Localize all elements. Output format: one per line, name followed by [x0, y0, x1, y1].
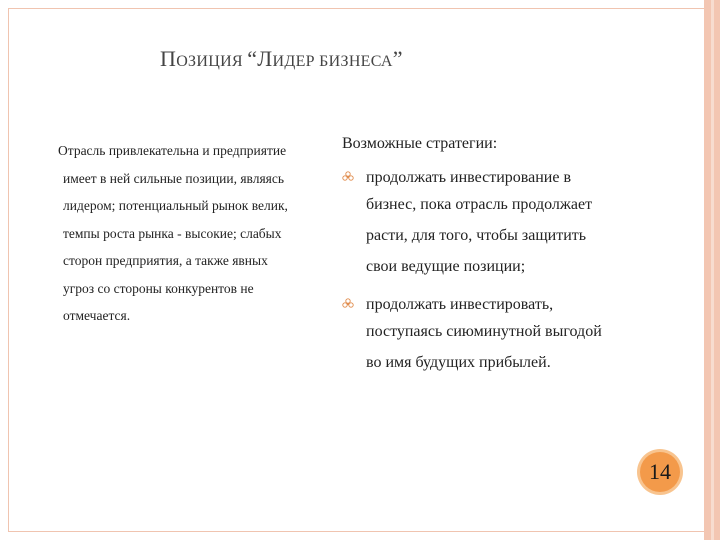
left-text-line: отмечается. [63, 308, 131, 323]
title-initial: П [160, 46, 177, 71]
bullet-line: продолжать инвестировать, [366, 296, 554, 313]
left-text-line: имеет в ней сильные позиции, являясь [63, 170, 285, 186]
title-quote-close: ” [392, 46, 403, 71]
left-text-line: Отрасль привлекательна и предприятие [58, 143, 287, 158]
bullet-line: поступаясь сиюминутной выгодой [366, 323, 602, 340]
bullet-item [342, 294, 642, 378]
strategies-heading: Возможные стратегии: [342, 135, 498, 152]
title-part-2: ИДЕР БИЗНЕСА [272, 53, 393, 70]
bullet-line: расти, для того, чтобы защитить [366, 227, 587, 244]
page-number-badge [640, 452, 680, 492]
bullet-line: продолжать инвестирование в [366, 169, 572, 186]
bullet-line: свои ведущие позиции; [366, 258, 526, 275]
slide-title [160, 46, 403, 72]
accent-bar [704, 0, 720, 540]
accent-bar-stripe [711, 0, 714, 540]
left-text-line: лидером; потенциальный рынок велик, [63, 198, 288, 213]
left-text-line: угроз со стороны конкурентов не [63, 280, 254, 296]
right-text-block [342, 135, 642, 390]
left-text-block [58, 137, 328, 330]
bullet-item [342, 167, 642, 282]
bullet-line: бизнес, пока отрасль продолжает [366, 196, 593, 213]
flower-bullet-icon [342, 171, 354, 183]
bullet-line: во имя будущих прибылей. [366, 354, 551, 371]
flower-bullet-icon [342, 298, 354, 310]
title-part-1: ОЗИЦИЯ [176, 53, 248, 70]
left-text-line: темпы роста рынка - высокие; слабых [63, 225, 282, 241]
title-quote-open: “Л [247, 46, 273, 71]
page-number: 14 [649, 459, 671, 484]
left-text-line: сторон предприятия, а также явных [63, 253, 268, 268]
